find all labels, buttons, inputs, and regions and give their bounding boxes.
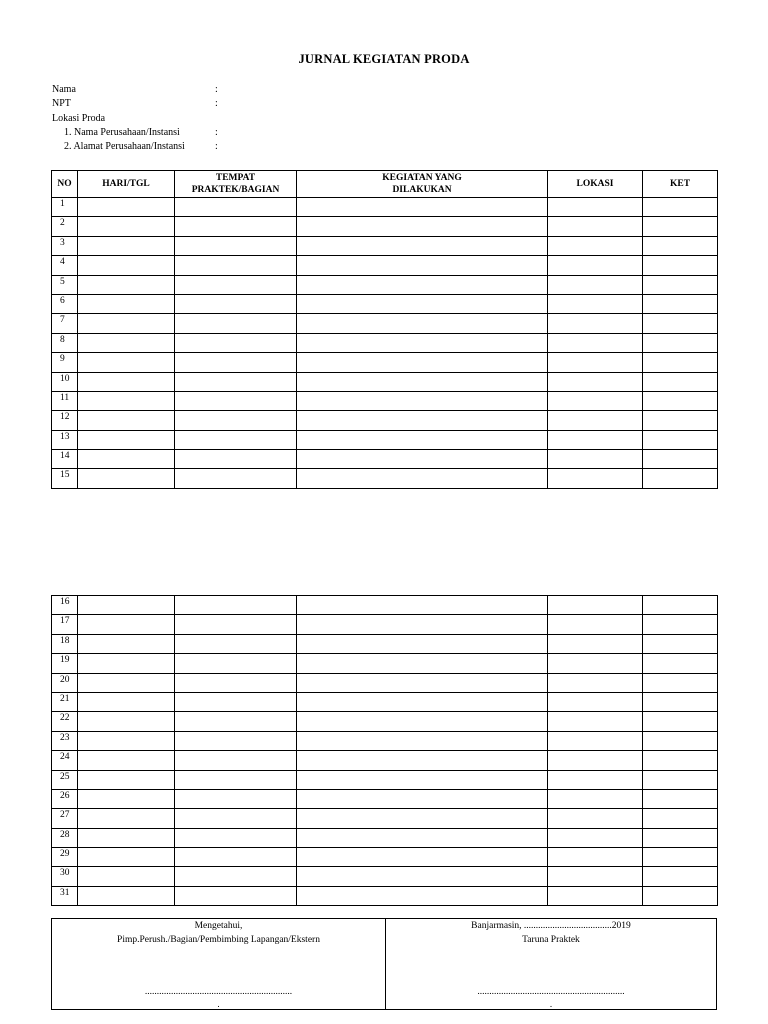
cell-kegiatan[interactable] <box>297 809 548 828</box>
cell-hari-tgl[interactable] <box>78 731 175 750</box>
cell-kegiatan[interactable] <box>297 430 548 449</box>
journal-table-page1 <box>51 170 718 489</box>
cell-ket[interactable] <box>643 751 718 770</box>
cell-hari-tgl[interactable] <box>78 692 175 711</box>
cell-ket[interactable] <box>643 886 718 905</box>
signature-box <box>51 918 717 1010</box>
info-label: Nama <box>52 84 76 95</box>
cell-hari-tgl[interactable] <box>78 751 175 770</box>
row-number: 15 <box>52 469 78 488</box>
cell-hari-tgl[interactable] <box>78 430 175 449</box>
cell-lokasi[interactable] <box>548 333 643 352</box>
cell-hari-tgl[interactable] <box>78 867 175 886</box>
cell-tempat[interactable] <box>175 353 297 372</box>
row-number: 25 <box>52 770 78 789</box>
journal-table-page2 <box>51 595 718 906</box>
cell-lokasi[interactable] <box>548 692 643 711</box>
cell-ket[interactable] <box>643 731 718 750</box>
cell-ket[interactable] <box>643 789 718 808</box>
cell-lokasi[interactable] <box>548 828 643 847</box>
info-colon: : <box>215 98 218 110</box>
cell-ket[interactable] <box>643 673 718 692</box>
row-number: 22 <box>52 712 78 731</box>
cell-hari-tgl[interactable] <box>78 469 175 488</box>
mengetahui-label: Mengetahui, <box>194 921 243 931</box>
cell-kegiatan[interactable] <box>297 828 548 847</box>
cell-hari-tgl[interactable] <box>78 333 175 352</box>
cell-ket[interactable] <box>643 256 718 275</box>
cell-lokasi[interactable] <box>548 867 643 886</box>
cell-ket[interactable] <box>643 809 718 828</box>
cell-tempat[interactable] <box>175 789 297 808</box>
row-number: 2 <box>52 217 78 236</box>
cell-tempat[interactable] <box>175 634 297 653</box>
row-number: 21 <box>52 692 78 711</box>
cell-hari-tgl[interactable] <box>78 256 175 275</box>
cell-hari-tgl[interactable] <box>78 770 175 789</box>
cell-lokasi[interactable] <box>548 848 643 867</box>
row-number: 24 <box>52 751 78 770</box>
cell-ket[interactable] <box>643 391 718 410</box>
cell-ket[interactable] <box>643 596 718 615</box>
cell-tempat[interactable] <box>175 731 297 750</box>
cell-hari-tgl[interactable] <box>78 712 175 731</box>
cell-kegiatan[interactable] <box>297 789 548 808</box>
cell-kegiatan[interactable] <box>297 469 548 488</box>
cell-kegiatan[interactable] <box>297 372 548 391</box>
taruna-label: Taruna Praktek <box>522 935 580 945</box>
signature-right <box>386 919 716 1009</box>
cell-lokasi[interactable] <box>548 770 643 789</box>
cell-tempat[interactable] <box>175 294 297 313</box>
cell-lokasi[interactable] <box>548 275 643 294</box>
cell-ket[interactable] <box>643 634 718 653</box>
cell-kegiatan[interactable] <box>297 353 548 372</box>
cell-hari-tgl[interactable] <box>78 615 175 634</box>
info-colon: : <box>215 126 218 138</box>
cell-ket[interactable] <box>643 450 718 469</box>
cell-hari-tgl[interactable] <box>78 809 175 828</box>
cell-kegiatan[interactable] <box>297 256 548 275</box>
cell-kegiatan[interactable] <box>297 615 548 634</box>
table-row <box>52 886 718 905</box>
cell-lokasi[interactable] <box>548 450 643 469</box>
row-number: 8 <box>52 333 78 352</box>
table-row <box>52 217 718 236</box>
cell-tempat[interactable] <box>175 809 297 828</box>
cell-lokasi[interactable] <box>548 353 643 372</box>
cell-lokasi[interactable] <box>548 256 643 275</box>
signature-dot-right: . <box>549 999 553 1009</box>
cell-tempat[interactable] <box>175 256 297 275</box>
cell-kegiatan[interactable] <box>297 751 548 770</box>
table-row <box>52 596 718 615</box>
row-number: 10 <box>52 372 78 391</box>
cell-ket[interactable] <box>643 848 718 867</box>
row-number: 26 <box>52 789 78 808</box>
cell-tempat[interactable] <box>175 615 297 634</box>
table-row <box>52 751 718 770</box>
table-header-row <box>52 171 718 198</box>
row-number: 13 <box>52 430 78 449</box>
row-number: 1 <box>52 198 78 217</box>
cell-hari-tgl[interactable] <box>78 673 175 692</box>
cell-ket[interactable] <box>643 828 718 847</box>
cell-hari-tgl[interactable] <box>78 217 175 236</box>
cell-tempat[interactable] <box>175 391 297 410</box>
table-row <box>52 294 718 313</box>
info-section <box>52 83 218 154</box>
cell-lokasi[interactable] <box>548 712 643 731</box>
table-row <box>52 848 718 867</box>
cell-ket[interactable] <box>643 867 718 886</box>
row-number: 16 <box>52 596 78 615</box>
row-number: 3 <box>52 236 78 255</box>
cell-hari-tgl[interactable] <box>78 634 175 653</box>
cell-tempat[interactable] <box>175 596 297 615</box>
signature-line-left: .............................................................. <box>144 987 293 997</box>
cell-lokasi[interactable] <box>548 411 643 430</box>
row-number: 9 <box>52 353 78 372</box>
cell-kegiatan[interactable] <box>297 712 548 731</box>
table-row <box>52 391 718 410</box>
info-alamat-perusahaan <box>52 140 218 154</box>
info-nama <box>52 83 218 97</box>
cell-lokasi[interactable] <box>548 430 643 449</box>
cell-tempat[interactable] <box>175 217 297 236</box>
cell-kegiatan[interactable] <box>297 692 548 711</box>
table-row <box>52 673 718 692</box>
table-row <box>52 809 718 828</box>
row-number: 4 <box>52 256 78 275</box>
cell-kegiatan[interactable] <box>297 236 548 255</box>
cell-kegiatan[interactable] <box>297 314 548 333</box>
table-row <box>52 372 718 391</box>
cell-hari-tgl[interactable] <box>78 314 175 333</box>
row-number: 18 <box>52 634 78 653</box>
header-kegiatan <box>297 171 548 198</box>
cell-hari-tgl[interactable] <box>78 372 175 391</box>
cell-lokasi[interactable] <box>548 391 643 410</box>
cell-tempat[interactable] <box>175 673 297 692</box>
table-row <box>52 692 718 711</box>
cell-kegiatan[interactable] <box>297 770 548 789</box>
cell-ket[interactable] <box>643 654 718 673</box>
cell-tempat[interactable] <box>175 314 297 333</box>
cell-hari-tgl[interactable] <box>78 886 175 905</box>
cell-kegiatan[interactable] <box>297 411 548 430</box>
cell-lokasi[interactable] <box>548 886 643 905</box>
cell-lokasi[interactable] <box>548 789 643 808</box>
header-hari-tgl: HARI/TGL <box>78 171 175 198</box>
cell-hari-tgl[interactable] <box>78 654 175 673</box>
table-row <box>52 634 718 653</box>
info-lokasi <box>52 112 185 126</box>
cell-hari-tgl[interactable] <box>78 353 175 372</box>
cell-tempat[interactable] <box>175 469 297 488</box>
table-row <box>52 712 718 731</box>
row-number: 29 <box>52 848 78 867</box>
cell-tempat[interactable] <box>175 450 297 469</box>
header-ket: KET <box>643 171 718 198</box>
row-number: 28 <box>52 828 78 847</box>
cell-tempat[interactable] <box>175 751 297 770</box>
table-row <box>52 867 718 886</box>
cell-tempat[interactable] <box>175 275 297 294</box>
cell-lokasi[interactable] <box>548 654 643 673</box>
cell-kegiatan[interactable] <box>297 654 548 673</box>
cell-lokasi[interactable] <box>548 809 643 828</box>
table-row <box>52 256 718 275</box>
cell-kegiatan[interactable] <box>297 333 548 352</box>
cell-kegiatan[interactable] <box>297 217 548 236</box>
cell-ket[interactable] <box>643 198 718 217</box>
table-row <box>52 469 718 488</box>
cell-lokasi[interactable] <box>548 469 643 488</box>
cell-kegiatan[interactable] <box>297 634 548 653</box>
table-row <box>52 275 718 294</box>
info-label: 2. Alamat Perusahaan/Instansi <box>64 141 185 153</box>
cell-tempat[interactable] <box>175 828 297 847</box>
header-no: NO <box>52 171 78 198</box>
cell-hari-tgl[interactable] <box>78 450 175 469</box>
cell-tempat[interactable] <box>175 867 297 886</box>
cell-tempat[interactable] <box>175 198 297 217</box>
table-row <box>52 828 718 847</box>
cell-hari-tgl[interactable] <box>78 391 175 410</box>
info-label: NPT <box>52 98 71 110</box>
cell-lokasi[interactable] <box>548 673 643 692</box>
cell-ket[interactable] <box>643 430 718 449</box>
cell-kegiatan[interactable] <box>297 391 548 410</box>
header-tempat <box>175 171 297 198</box>
cell-ket[interactable] <box>643 275 718 294</box>
cell-ket[interactable] <box>643 314 718 333</box>
cell-hari-tgl[interactable] <box>78 198 175 217</box>
row-number: 30 <box>52 867 78 886</box>
cell-kegiatan[interactable] <box>297 886 548 905</box>
row-number: 23 <box>52 731 78 750</box>
cell-ket[interactable] <box>643 770 718 789</box>
info-label: 1. Nama Perusahaan/Instansi <box>64 126 180 138</box>
row-number: 17 <box>52 615 78 634</box>
info-colon: : <box>215 141 218 153</box>
cell-ket[interactable] <box>643 333 718 352</box>
cell-lokasi[interactable] <box>548 615 643 634</box>
header-tempat-text: TEMPAT PRAKTEK/BAGIAN <box>191 173 280 195</box>
cell-ket[interactable] <box>643 372 718 391</box>
row-number: 31 <box>52 886 78 905</box>
cell-hari-tgl[interactable] <box>78 596 175 615</box>
cell-hari-tgl[interactable] <box>78 275 175 294</box>
signature-dot-left: . <box>217 999 220 1009</box>
cell-lokasi[interactable] <box>548 372 643 391</box>
info-label: Lokasi Proda <box>52 112 106 124</box>
cell-kegiatan[interactable] <box>297 198 548 217</box>
table-row <box>52 236 718 255</box>
header-lokasi: LOKASI <box>548 171 643 198</box>
cell-ket[interactable] <box>643 411 718 430</box>
cell-hari-tgl[interactable] <box>78 789 175 808</box>
cell-kegiatan[interactable] <box>297 848 548 867</box>
cell-ket[interactable] <box>643 217 718 236</box>
table-row <box>52 430 718 449</box>
table-row <box>52 731 718 750</box>
cell-lokasi[interactable] <box>548 217 643 236</box>
cell-tempat[interactable] <box>175 770 297 789</box>
page-title: JURNAL KEGIATAN PRODA <box>298 52 470 66</box>
table-row <box>52 198 718 217</box>
cell-tempat[interactable] <box>175 692 297 711</box>
cell-tempat[interactable] <box>175 333 297 352</box>
cell-ket[interactable] <box>643 236 718 255</box>
cell-lokasi[interactable] <box>548 314 643 333</box>
cell-lokasi[interactable] <box>548 198 643 217</box>
signature-line-right: .............................................................. <box>477 987 625 997</box>
cell-ket[interactable] <box>643 615 718 634</box>
table-row <box>52 615 718 634</box>
cell-ket[interactable] <box>643 294 718 313</box>
row-number: 14 <box>52 450 78 469</box>
cell-hari-tgl[interactable] <box>78 294 175 313</box>
table-row <box>52 411 718 430</box>
cell-kegiatan[interactable] <box>297 596 548 615</box>
table-row <box>52 450 718 469</box>
cell-tempat[interactable] <box>175 654 297 673</box>
cell-tempat[interactable] <box>175 236 297 255</box>
table-row <box>52 353 718 372</box>
pembimbing-label: Pimp.Perush./Bagian/Pembimbing Lapangan/Ekstern <box>117 935 320 945</box>
row-number: 20 <box>52 673 78 692</box>
cell-tempat[interactable] <box>175 886 297 905</box>
cell-ket[interactable] <box>643 692 718 711</box>
cell-tempat[interactable] <box>175 430 297 449</box>
cell-ket[interactable] <box>643 469 718 488</box>
cell-hari-tgl[interactable] <box>78 828 175 847</box>
cell-lokasi[interactable] <box>548 751 643 770</box>
cell-kegiatan[interactable] <box>297 673 548 692</box>
info-npt <box>52 97 218 111</box>
table-row <box>52 314 718 333</box>
cell-lokasi[interactable] <box>548 634 643 653</box>
cell-ket[interactable] <box>643 712 718 731</box>
cell-ket[interactable] <box>643 353 718 372</box>
table-row <box>52 654 718 673</box>
header-kegiatan-text: KEGIATAN YANG DILAKUKAN <box>382 173 462 195</box>
cell-tempat[interactable] <box>175 372 297 391</box>
cell-tempat[interactable] <box>175 848 297 867</box>
row-number: 12 <box>52 411 78 430</box>
cell-lokasi[interactable] <box>548 731 643 750</box>
cell-kegiatan[interactable] <box>297 294 548 313</box>
row-number: 6 <box>52 294 78 313</box>
cell-kegiatan[interactable] <box>297 450 548 469</box>
table-row <box>52 333 718 352</box>
info-nama-perusahaan <box>52 126 218 140</box>
cell-lokasi[interactable] <box>548 294 643 313</box>
cell-hari-tgl[interactable] <box>78 236 175 255</box>
cell-tempat[interactable] <box>175 411 297 430</box>
row-number: 19 <box>52 654 78 673</box>
info-colon: : <box>215 84 218 95</box>
table-row <box>52 789 718 808</box>
table-row <box>52 770 718 789</box>
cell-lokasi[interactable] <box>548 236 643 255</box>
cell-kegiatan[interactable] <box>297 731 548 750</box>
row-number: 11 <box>52 391 78 410</box>
cell-lokasi[interactable] <box>548 596 643 615</box>
cell-kegiatan[interactable] <box>297 867 548 886</box>
row-number: 7 <box>52 314 78 333</box>
cell-hari-tgl[interactable] <box>78 848 175 867</box>
signature-left <box>52 919 386 1009</box>
row-number: 5 <box>52 275 78 294</box>
cell-hari-tgl[interactable] <box>78 411 175 430</box>
row-number: 27 <box>52 809 78 828</box>
place-date-label: Banjarmasin, .....................................2019 <box>471 921 631 931</box>
cell-tempat[interactable] <box>175 712 297 731</box>
cell-kegiatan[interactable] <box>297 275 548 294</box>
